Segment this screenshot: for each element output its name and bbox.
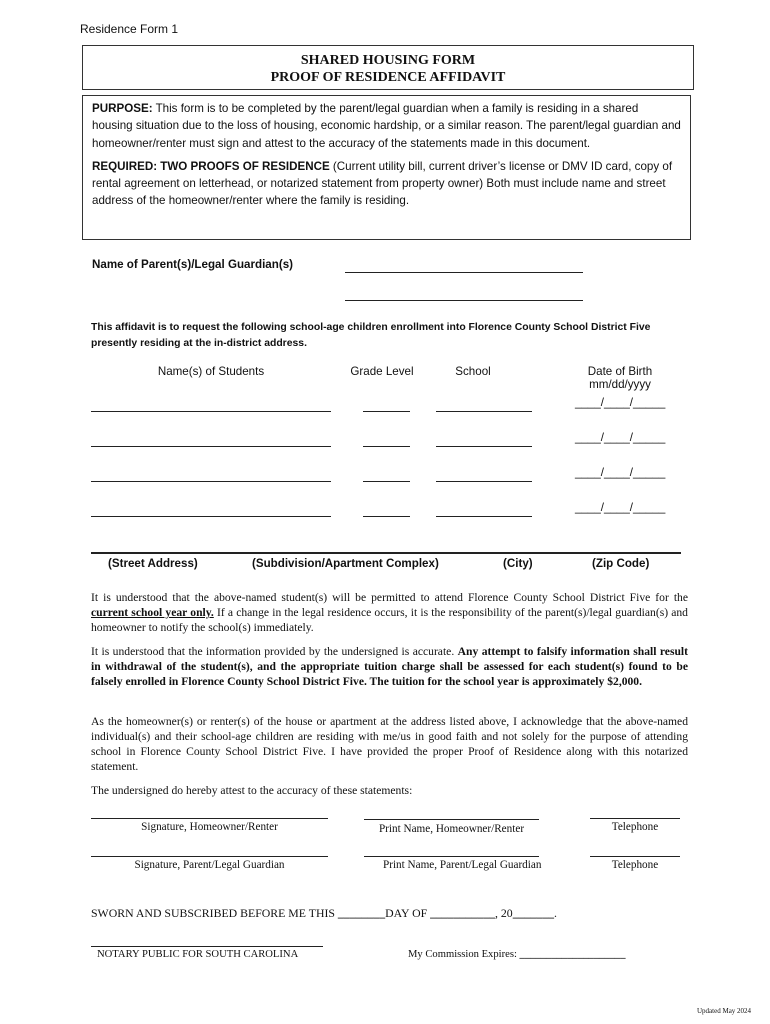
homeowner-signature-label: Signature, Homeowner/Renter (141, 821, 278, 833)
sworn-statement (91, 906, 557, 921)
telephone-label-1: Telephone (611, 821, 659, 833)
student-school-field[interactable] (436, 516, 532, 517)
guardian-print-name-label: Print Name, Parent/Legal Guardian (383, 859, 542, 871)
student-name-field[interactable] (91, 516, 331, 517)
form-title: SHARED HOUSING FORM (300, 53, 476, 68)
sworn-day-label: DAY OF (385, 906, 431, 920)
enrollment-statement (91, 590, 688, 635)
zip-code-label: (Zip Code) (592, 557, 650, 570)
guardian-print-name-field[interactable] (364, 856, 539, 857)
sworn-year-prefix: , 20 (495, 906, 513, 920)
homeowner-signature-field[interactable] (91, 818, 328, 819)
required-paragraph (92, 158, 681, 210)
student-school-field[interactable] (436, 411, 532, 412)
form-subtitle: PROOF OF RESIDENCE AFFIDAVIT (270, 70, 506, 85)
affidavit-intro: This affidavit is to request the following school-age children enrollment into Florence County School District Five presently residing at the in-district address. (91, 322, 651, 349)
student-dob-field[interactable]: ____/____/_____ (575, 501, 666, 514)
sworn-month-field[interactable]: ___________ (430, 906, 495, 920)
address-field[interactable] (91, 552, 681, 554)
student-dob-field[interactable]: ____/____/_____ (575, 396, 666, 409)
sworn-prefix: SWORN AND SUBSCRIBED BEFORE ME THIS (91, 906, 338, 920)
students-school-header: School (455, 365, 491, 378)
student-dob-field[interactable]: ____/____/_____ (575, 466, 666, 479)
student-dob-field[interactable]: ____/____/_____ (575, 431, 666, 444)
homeowner-print-name-field[interactable] (364, 819, 539, 820)
student-school-field[interactable] (436, 481, 532, 482)
enrollment-text-end: If a change in the legal residence occurs, it is the responsibility of the parent(s)/legal guardian(s) and homeowner to notify the school(s) immediately. (91, 606, 688, 634)
students-dob-header (555, 365, 685, 391)
student-name-field[interactable] (91, 481, 331, 482)
homeowner-acknowledgment: As the homeowner(s) or renter(s) of the house or apartment at the address listed above, I acknowledge that the above-named individual(s) and their school-age children are residing with me/us in good faith and not solely for the purpose of attending school in Florence County School District Five. I have provided the proper Proof of Residence along with this notarized statement. (91, 715, 688, 773)
student-name-field[interactable] (91, 411, 331, 412)
guardian-name-field-2[interactable] (345, 300, 583, 301)
commission-expires (408, 949, 625, 960)
required-text: (Current utility bill, current driver’s license or DMV ID card, copy of rental agreement on letterhead, or notarized statement from property owner) Both must include name and street address of the homeowner/renter where the family is residing. (92, 159, 673, 208)
guardian-label: Name of Parent(s)/Legal Guardian(s) (92, 258, 293, 271)
telephone-field-2[interactable] (590, 856, 680, 857)
street-address-label: (Street Address) (108, 557, 198, 570)
student-grade-field[interactable] (363, 411, 410, 412)
dob-header-line2: mm/dd/yyyy (589, 378, 651, 391)
purpose-paragraph (92, 100, 681, 152)
homeowner-print-name-label: Print Name, Homeowner/Renter (378, 823, 525, 835)
subdivision-label: (Subdivision/Apartment Complex) (252, 557, 439, 570)
title-box (82, 45, 694, 90)
commission-label: My Commission Expires: (408, 949, 517, 960)
enrollment-text: It is understood that the above-named student(s) will be permitted to attend Florence County School District Five for the (91, 591, 688, 604)
students-grade-header: Grade Level (350, 365, 414, 378)
falsification-warning: Any attempt to falsify information shall result in withdrawal of the student(s), and the appropriate tuition charge shall be assessed for each student(s) found to be falsely enrolled in Florence County School District Five. The tuition for the school year is approximately $2,000. (91, 645, 688, 688)
student-grade-field[interactable] (363, 516, 410, 517)
sworn-year-field[interactable]: _______ (512, 906, 554, 920)
guardian-name-field-1[interactable] (345, 272, 583, 273)
commission-date-field[interactable]: ____________________ (519, 949, 626, 960)
attest-statement: The undersigned do hereby attest to the accuracy of these statements: (91, 784, 413, 797)
student-grade-field[interactable] (363, 446, 410, 447)
form-id-label: Residence Form 1 (80, 22, 179, 36)
notary-public-label: NOTARY PUBLIC FOR SOUTH CAROLINA (97, 949, 299, 960)
purpose-box (82, 95, 691, 240)
telephone-label-2: Telephone (611, 859, 659, 871)
guardian-signature-field[interactable] (91, 856, 328, 857)
telephone-field-1[interactable] (590, 818, 680, 819)
student-school-field[interactable] (436, 446, 532, 447)
purpose-text: This form is to be completed by the parent/legal guardian when a family is residing in a shared housing situation due to the loss of housing, economic hardship, or a similar reason. The parent/legal guardian and homeowner/renter must sign and attest to the accuracy of the statements made in this document. (92, 102, 681, 150)
student-name-field[interactable] (91, 446, 331, 447)
city-label: (City) (503, 557, 533, 570)
accuracy-text: It is understood that the information provided by the undersigned is accurate. (91, 645, 458, 658)
dob-header-line1: Date of Birth (587, 365, 653, 378)
student-grade-field[interactable] (363, 481, 410, 482)
current-year-emphasis: current school year only. (91, 606, 214, 619)
sworn-end: . (554, 906, 557, 920)
updated-date: Updated May 2024 (697, 1007, 752, 1015)
required-label: REQUIRED: TWO PROOFS OF RESIDENCE (92, 159, 330, 173)
falsification-statement (91, 644, 688, 689)
purpose-label: PURPOSE: (92, 102, 153, 115)
sworn-day-field[interactable]: ________ (337, 906, 386, 920)
guardian-signature-label: Signature, Parent/Legal Guardian (134, 859, 285, 871)
notary-signature-field[interactable] (91, 946, 323, 947)
students-name-header: Name(s) of Students (157, 365, 265, 378)
